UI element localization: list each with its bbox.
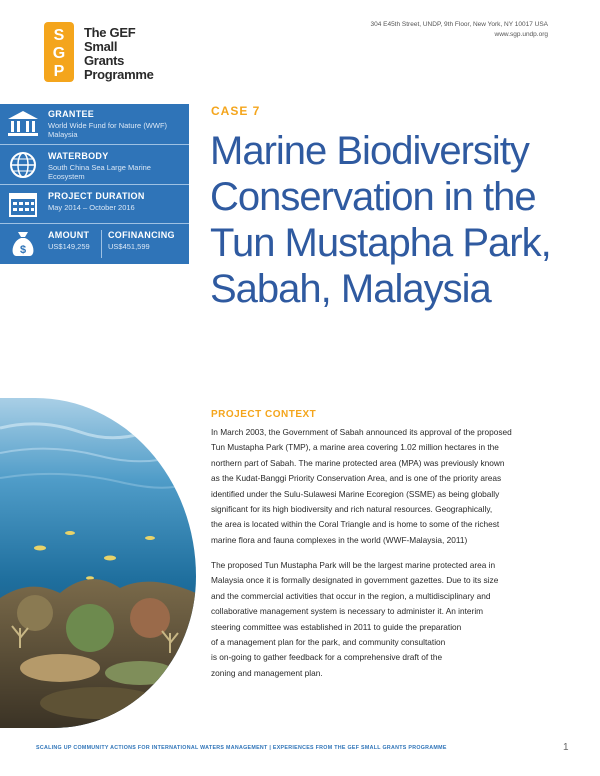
svg-text:G: G [52,45,66,62]
website-link[interactable]: www.sgp.undp.org [494,31,548,38]
grantee-country: Malaysia [48,130,78,139]
paragraph-line: In March 2003, the Government of Sabah announced its approval of the proposed [211,427,512,437]
duration-value: May 2014 – October 2016 [48,203,135,212]
duration-row [0,185,189,224]
paragraph-line: northern part of Sabah. The marine protected area (MPA) was previously known [211,457,505,468]
logo-line-2: Small Grants [84,39,125,68]
coral-reef-photo [0,398,196,728]
logo-line-3: Programme [84,67,154,82]
svg-text:$: $ [19,244,27,256]
paragraph-line: The proposed Tun Mustapha Park will be the largest marine protected area in [211,560,496,570]
case-number: CASE 7 [211,104,261,118]
amount-label: AMOUNT [48,230,90,240]
title-line-4: Sabah, Malaysia [210,267,491,311]
title-line-3: Tun Mustapha Park, [210,221,551,265]
page-title [210,128,580,312]
waterbody-value: South China Sea Large Marine Ecosystem [48,163,151,181]
amount-value: US$149,259 [48,242,90,251]
paragraph-line: collaborative management system is necessary to administer it. An interim [211,606,484,617]
grantee-row [0,104,189,145]
page-footer: SCALING UP COMMUNITY ACTIONS FOR INTERNATIONAL WATERS MANAGEMENT | EXPERIENCES FROM THE GEF SMALL GRANTS PROGRAMME [36,745,447,751]
project-info-sidebar [0,104,189,264]
page-number: 1 [563,742,569,753]
paragraph-line: steering committee was established in 2011 to guide the preparation [211,621,462,632]
sgp-logo-mark [44,22,74,82]
money-bag-icon [6,229,40,259]
calendar-icon [6,190,40,220]
funding-row [0,224,189,264]
title-line-1: Marine Biodiversity [210,129,529,173]
globe-icon [6,150,40,180]
context-paragraph-1 [211,425,556,548]
sgp-logo [44,22,154,82]
paragraph-line: is on-going to gather feedback for a comprehensive draft of the [211,652,443,663]
waterbody-row [0,145,189,185]
paragraph-line: of a management plan for the park, and community consultation [211,637,446,648]
paragraph-line: marine flora and fauna complexes in the world (WWF-Malaysia, 2011) [211,534,468,545]
funding-divider [101,230,102,258]
address-block [370,20,548,40]
coral-reef-illustration [0,398,196,728]
paragraph-line: significant for its high biodiversity and rich natural resources. Geographically, [211,504,493,515]
title-line-2: Conservation in the [210,175,536,219]
bank-building-icon [6,109,40,139]
project-context-heading: PROJECT CONTEXT [211,409,317,420]
paragraph-line: zoning and management plan. [211,667,323,678]
duration-label: PROJECT DURATION [48,191,145,201]
paragraph-line: Tun Mustapha Park (TMP), a marine area covering 1.02 million hectares in the [211,442,499,453]
grantee-name: World Wide Fund for Nature (WWF) [48,121,168,130]
paragraph-line: identified under the Sulu-Sulawesi Marine Ecoregion (SSME) as being globally [211,488,500,499]
waterbody-label: WATERBODY [48,151,109,161]
paragraph-line: as the Kudat-Banggi Priority Conservation Area, and is one of the priority areas [211,473,502,484]
paragraph-line: Malaysia once it is formally designated in government gazettes. Due to its size [211,575,499,586]
logo-line-1: The GEF [84,25,136,40]
grantee-label: GRANTEE [48,109,95,119]
svg-text:P: P [53,63,65,80]
cofinancing-label: COFINANCING [108,230,175,240]
grantee-value [48,121,167,139]
paragraph-line: and the commercial activities that occur in the region, a multidisciplinary and [211,590,491,601]
context-paragraph-2 [211,558,556,681]
logo-text [84,26,154,82]
paragraph-line: the area is located within the Coral Triangle and is home to some of the richest [211,519,500,530]
address-line: 304 E45th Street, UNDP, 9th Floor, New York, NY 10017 USA [370,21,548,28]
cofinancing-value: US$451,599 [108,242,150,251]
svg-text:S: S [53,27,65,44]
